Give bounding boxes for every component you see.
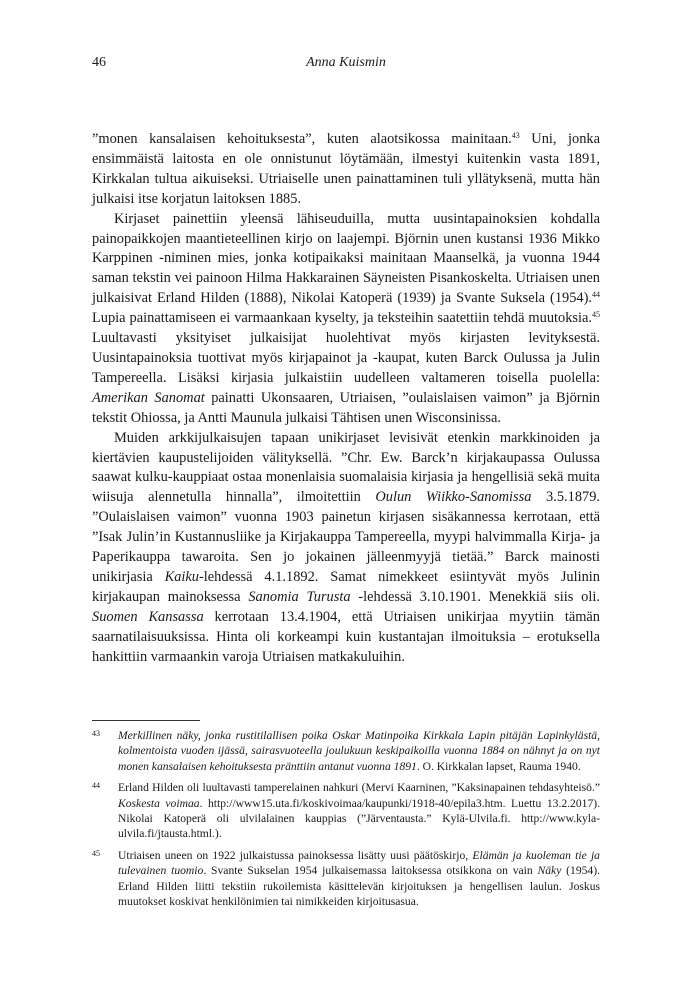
italic-text: Näky xyxy=(537,864,562,878)
italic-text: Elämän ja kuoleman tie ja tulevainen tuomio xyxy=(118,848,600,878)
footnote-number: 45 xyxy=(92,848,100,858)
italic-text: Kaiku xyxy=(164,568,199,585)
text-run: Muiden arkkijulkaisujen tapaan unikirjaset levisivät etenkin markkinoiden ja kiertävien kaupustelijoiden välityksellä. ”Chr. Ew. Barck’n kirjakaupassa Oulussa saawat kulku-kauppiaat ostaa monenlaisia suomalaisia kirjasia ja hengellisiä sekä muita wiisuja alennetulla hinnalla”, ilmoitettiin xyxy=(92,429,600,506)
paragraph xyxy=(92,130,600,210)
footnotes xyxy=(92,728,600,915)
paragraph xyxy=(92,429,600,668)
text-run: -lehdessä 4.1.1892. Samat nimekkeet esiintyvät myös Julinin kirjakaupan mainoksessa xyxy=(92,568,600,605)
footnote-ref: 43 xyxy=(511,131,520,140)
footnote-text xyxy=(118,781,600,840)
italic-text: Suomen Kansassa xyxy=(92,608,204,625)
text-run: painatti Ukonsaaren, Utriaisen, ”oulaislaisen vaimon” ja Björnin tekstit Ohiossa, ja Antti Maunula julkaisi Tähtisen unen Wisconsinissa. xyxy=(92,389,600,426)
footnote-number: 43 xyxy=(92,729,100,738)
footnote-number: 44 xyxy=(92,781,100,791)
italic-text: Oulun Wiikko-Sanomissa xyxy=(375,489,532,506)
footnote-text xyxy=(118,729,600,773)
text-run: Kirjaset painettiin yleensä lähiseuduilla, mutta uusintapainoksien kohdalla painopaikkojen maantieteellinen kirjo on laajempi. Björnin unen kustansi 1936 Mikko Karppinen -niminen mies, jonka kotipaikaksi mainitaan Maanselkä, ja vuonna 1944 saman tekstin vei painoon Hilma Hakkarainen Säyneisten Pisankoskelta. Utriaisen unen julkaisivat Erland Hilden (1888), Nikolai Katoperä (1939) ja Svante Suksela (1954). xyxy=(92,210,600,307)
italic-text: Amerikan Sanomat xyxy=(92,389,205,406)
paragraph xyxy=(92,210,600,429)
italic-text: Sanomia Turusta xyxy=(248,588,351,605)
text-run: . http://www15.uta.fi/koskivoimaa/kaupunki/1918-40/epila3.htm. Luettu 13.2.2017). Nikolai Katoperä oli ulvilalainen kauppias (”Järventausta.” Kylä-Ulvila.fi. http://www.kyla-ulvila.fi/jtausta.html.). xyxy=(118,796,600,841)
running-header xyxy=(92,55,600,75)
text-run: (1954). Erland Hilden liitti tekstiin rukoilemista käsittelevän kirjoituksen ja hengellisen laulun. Joskus muutokset koskivat henkilönimien tai nimikkeiden kirjoitusasua. xyxy=(118,864,600,909)
footnote-ref: 44 xyxy=(592,290,600,300)
text-run: Lupia painattamiseen ei varmaankaan kyselty, ja teksteihin saatettiin tehdä muutoksia. xyxy=(92,310,592,327)
footnote-ref: 45 xyxy=(592,310,600,320)
text-run: Utriaisen uneen on 1922 julkaistussa painoksessa lisätty uusi päätöskirjo, xyxy=(118,848,473,862)
text-run: kerrotaan 13.4.1904, että Utriaisen unikirjaa myytiin tämän saarnatilaisuuksissa. Hinta oli korkeampi kuin kustantajan ilmoituksia – erotuksella hankittiin varmaankin varoja Utriaisen matkakuluihin. xyxy=(92,608,600,665)
running-head-author: Anna Kuismin xyxy=(306,55,386,70)
page-number: 46 xyxy=(92,55,106,70)
text-run: -lehdessä 3.10.1901. Menekkiä siis oli. xyxy=(350,588,600,605)
italic-text: Koskesta voimaa xyxy=(118,796,200,810)
footnote xyxy=(92,780,600,842)
text-run: Luultavasti yksityiset julkaisijat huolehtivat myös kirjasten levityksestä. Uusintapainoksia tuottivat myös kirjapainot ja -kaupat, kuten Barck Oulussa ja Julin Tampereella. Lisäksi kirjasia julkaistiin uudelleen valtameren toisella puolella: xyxy=(92,330,600,386)
footnote xyxy=(92,728,600,774)
text-run: ”monen kansalaisen kehoituksesta”, kuten alaotsikossa mainitaan. xyxy=(92,131,512,147)
text-run: . Svante Sukselan 1954 julkaisemassa laitoksessa otsikkona on vain xyxy=(203,864,538,878)
footnote xyxy=(92,848,600,910)
italic-text: Merkillinen näky, jonka rustitilallisen poika Oskar Matinpoika Kirkkala Lapin pitäjän Lapinkylästä, kolmentoista vuoden ijässä, sairasvuoteella joulukuun keskipaikoilla vuonna 1884 on nähnyt ja on nyt monen kansalaisen kehoituksesta pränttiin antanut vuonna 1891 xyxy=(118,729,600,773)
main-text xyxy=(92,130,600,667)
text-run: . O. Kirkkalan lapset, Rauma 1940. xyxy=(416,759,581,773)
text-run: Erland Hilden oli luultavasti tamperelainen nahkuri (Mervi Kaarninen, ”Kaksinapainen tehdasyhteisö.” xyxy=(118,781,600,795)
footnote-text xyxy=(118,849,600,908)
text-run: Uni, jonka ensimmäistä laitosta en ole onnistunut löytämään, ilmestyi kuitenkin vasta 1891, Kirkkalan tultua aikuiseksi. Utriaiselle unen painattaminen tuli yllätyksenä, mutta hän julkaisi itse korjatun laitoksen 1885. xyxy=(92,131,600,207)
text-run: 3.5.1879. ”Oulaislaisen vaimon” vuonna 1903 painetun kirjasen sisäkannessa kerrotaan, että ”Isak Julin’in Kustannusliike ja Kirjakauppa Tampereella, myypi halvimmalla Kirja- ja Paperikauppa tawaroita. Sen jo jokainen jälleenmyyjä tietää.” Barck mainosti unikirjasia xyxy=(92,489,601,585)
footnote-rule xyxy=(92,720,200,721)
